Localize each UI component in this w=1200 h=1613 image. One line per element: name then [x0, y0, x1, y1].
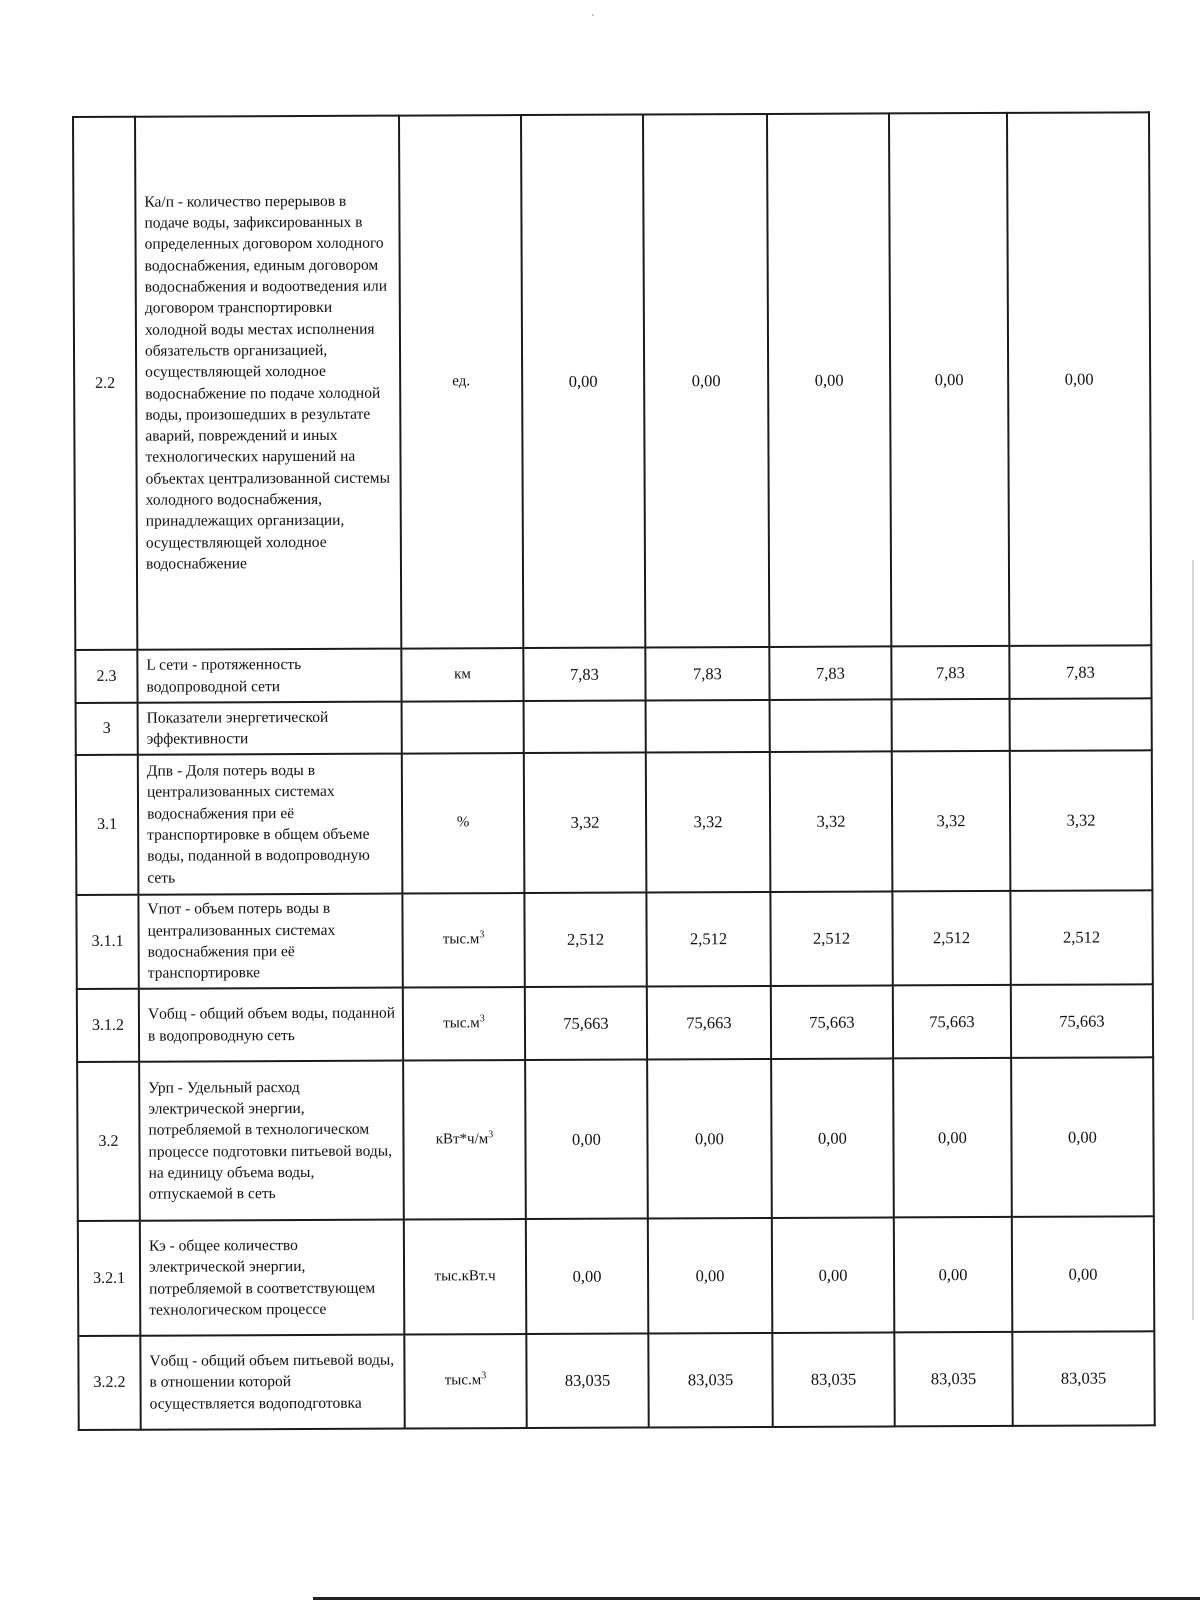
value-cell: 0,00	[771, 1058, 894, 1218]
value-cell	[770, 699, 892, 752]
table-row	[73, 112, 1151, 650]
unit-cell	[403, 1060, 526, 1220]
unit-cell	[404, 1219, 527, 1335]
unit-text: тыс.м	[444, 1372, 482, 1389]
value-cell: 0,00	[647, 1059, 772, 1219]
indicator-description: L сети - протяженность водопроводной сети	[137, 649, 401, 703]
value-cell: 75,663	[893, 985, 1011, 1059]
page-bottom-rule	[313, 1597, 1200, 1600]
unit-text: тыс.м	[443, 1015, 480, 1032]
indicators-table	[72, 111, 1156, 1431]
value-cell: 3,32	[1010, 750, 1153, 891]
unit-cell	[402, 893, 524, 988]
value-cell	[646, 700, 770, 753]
value-cell: 2,512	[524, 893, 646, 988]
value-cell: 0,00	[521, 115, 645, 649]
value-cell: 0,00	[1007, 112, 1151, 646]
value-cell: 7,83	[891, 646, 1009, 700]
table-row	[78, 1216, 1154, 1336]
row-number: 3	[76, 703, 138, 755]
indicator-description: Урп - Удельный расход электрической энергии, потребляемой в технологическом процессе подготовки питьевой воды, на единицу объема воды, отпускаемой в сеть	[139, 1061, 404, 1221]
value-cell: 75,663	[525, 987, 647, 1061]
value-cell	[524, 701, 646, 754]
table-row	[76, 698, 1152, 755]
value-cell: 75,663	[771, 985, 893, 1059]
unit-text: ед.	[452, 373, 471, 390]
value-cell: 0,00	[772, 1217, 895, 1333]
table-row	[76, 750, 1153, 895]
unit-cell	[403, 987, 525, 1061]
value-cell: 83,035	[772, 1332, 894, 1427]
value-cell: 3,32	[524, 753, 647, 894]
unit-text: тыс.м	[442, 931, 480, 948]
value-cell: 75,663	[1011, 984, 1153, 1058]
value-cell: 83,035	[894, 1332, 1012, 1427]
row-number: 2.2	[73, 117, 137, 650]
value-cell: 0,00	[893, 1058, 1012, 1218]
value-cell: 7,83	[769, 646, 891, 700]
table-row	[78, 1331, 1154, 1430]
value-cell: 75,663	[647, 986, 771, 1060]
row-number: 3.1	[76, 755, 139, 895]
row-number: 3.1.2	[77, 989, 139, 1062]
row-number: 3.2.2	[78, 1336, 140, 1430]
value-cell: 3,32	[892, 751, 1011, 892]
value-cell: 2,512	[892, 891, 1010, 986]
unit-cell	[399, 115, 523, 649]
value-cell: 0,00	[767, 113, 891, 647]
value-cell: 0,00	[643, 114, 769, 648]
indicator-description: Дпв - Доля потерь воды в централизованных системах водоснабжения при её транспортировке в общем объеме воды, поданной в водопроводную сеть	[138, 754, 403, 895]
table-body	[73, 112, 1155, 1430]
unit-text: кВт*ч/м	[435, 1131, 489, 1148]
value-cell: 0,00	[525, 1059, 648, 1219]
table-row	[75, 645, 1151, 703]
value-cell: 3,32	[646, 752, 771, 893]
value-cell: 0,00	[889, 113, 1009, 647]
value-cell	[892, 699, 1010, 752]
unit-superscript: 3	[479, 1013, 485, 1025]
unit-superscript: 3	[479, 929, 485, 941]
value-cell: 2,512	[646, 892, 770, 987]
unit-text: км	[454, 666, 471, 683]
value-cell: 0,00	[648, 1218, 773, 1334]
unit-text: %	[456, 814, 470, 831]
unit-cell	[401, 648, 523, 702]
scan-speck	[592, 14, 594, 16]
table-row	[76, 890, 1152, 989]
section-heading: Показатели энергетической эффективности	[138, 702, 402, 755]
unit-superscript: 3	[488, 1129, 494, 1141]
unit-cell	[402, 701, 524, 754]
unit-superscript: 3	[481, 1370, 487, 1382]
value-cell: 83,035	[648, 1333, 772, 1428]
value-cell: 3,32	[770, 751, 893, 892]
unit-cell	[404, 1334, 526, 1429]
indicator-description: Ка/п - количество перерывов в подаче воды, зафиксированных в определенных договором холодного водоснабжения, единым договором водоснабжения и водоотведения или договором транспортировки холодной воды местах исполнения обязательств организацией, осуществляющей холодное водоснабжение по подаче холодной воды, произошедших в результате аварий, повреждений и иных технологических нарушений на объектах централизованной системы холодного водоснабжения, принадлежащих организации, осуществляющей холодное водоснабжение	[135, 116, 401, 650]
row-number: 3.2	[77, 1062, 140, 1221]
value-cell: 83,035	[1012, 1331, 1154, 1426]
value-cell: 0,00	[1011, 1057, 1154, 1217]
value-cell: 2,512	[770, 891, 892, 986]
row-number: 2.3	[75, 650, 137, 703]
row-number: 3.1.1	[76, 895, 138, 989]
value-cell: 7,83	[645, 647, 769, 701]
value-cell: 0,00	[526, 1218, 649, 1334]
value-cell: 2,512	[1010, 890, 1152, 985]
value-cell: 7,83	[523, 648, 645, 702]
indicator-description: Кэ - общее количество электрической энергии, потребляемой в соответствующем технологическом процессе	[140, 1220, 404, 1336]
row-number: 3.2.1	[78, 1221, 141, 1336]
value-cell	[1010, 698, 1152, 751]
indicator-description: Vобщ - общий объем воды, поданной в водопроводную сеть	[139, 988, 403, 1062]
value-cell: 83,035	[526, 1333, 648, 1428]
table-row	[77, 984, 1153, 1062]
value-cell: 0,00	[1012, 1216, 1155, 1332]
scan-edge-shadow	[1192, 560, 1194, 1320]
value-cell: 0,00	[894, 1217, 1013, 1333]
unit-text: тыс.кВт.ч	[434, 1268, 496, 1285]
table-row	[77, 1057, 1154, 1221]
unit-cell	[402, 753, 525, 894]
indicator-description: Vпот - объем потерь воды в централизованных системах водоснабжения при её транспортировке	[138, 894, 402, 989]
indicator-description: Vобщ - общий объем питьевой воды, в отношении которой осуществляется водоподготовка	[140, 1335, 404, 1430]
value-cell: 7,83	[1009, 645, 1151, 699]
